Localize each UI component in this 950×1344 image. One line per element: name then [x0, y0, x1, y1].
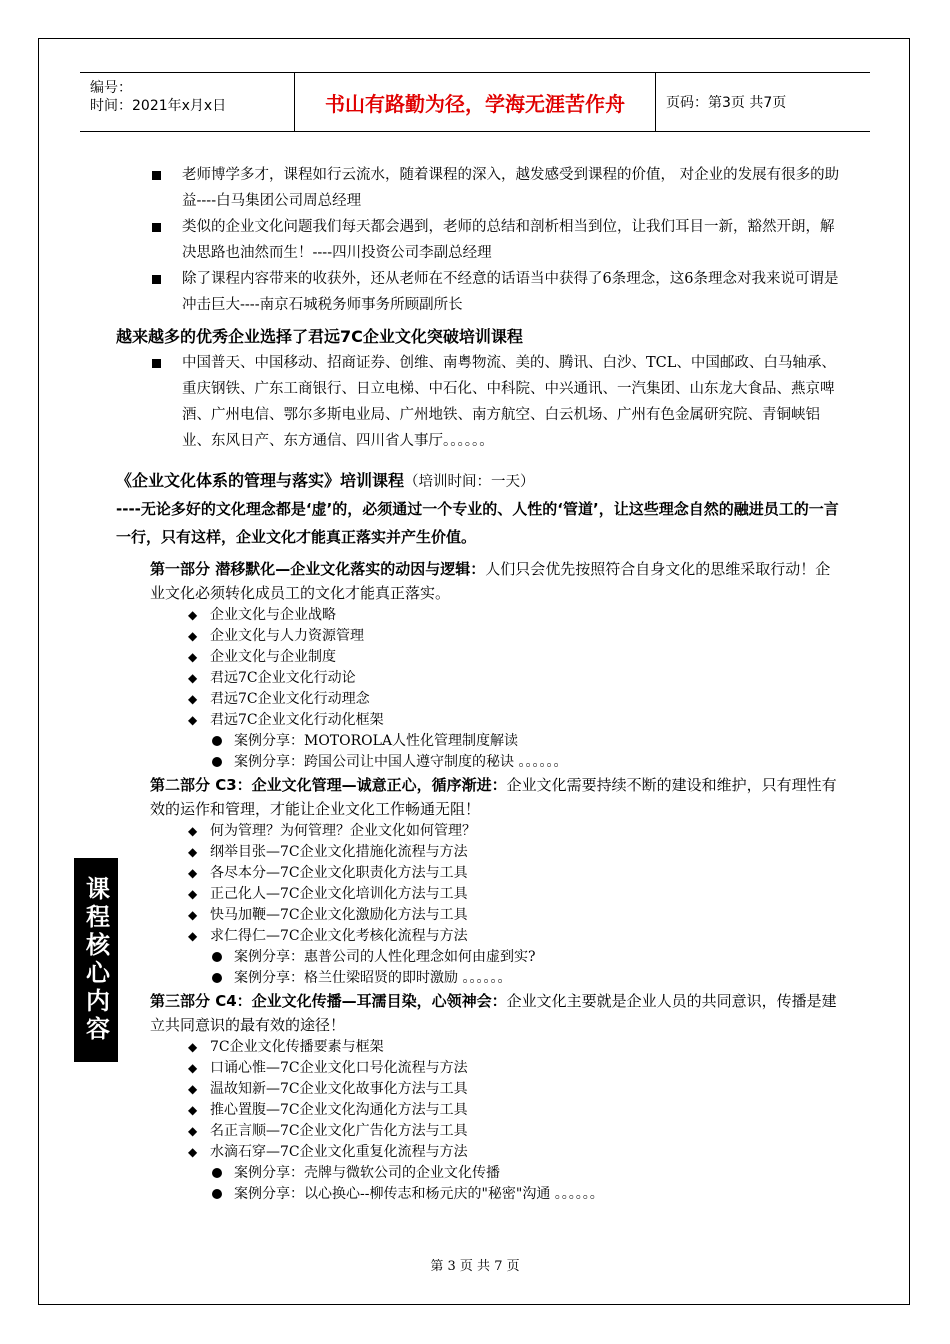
list-item: ◆ 水滴石穿—7C企业文化重复化流程与方法 [116, 1142, 844, 1163]
diamond-bullet-icon: ◆ [188, 887, 198, 901]
diamond-bullet-icon: ◆ [188, 1124, 198, 1138]
diamond-bullet-icon: ◆ [188, 1145, 198, 1159]
list-item: ◆ 7C企业文化传播要素与框架 [116, 1037, 844, 1058]
list-item: ◆ 企业文化与人力资源管理 [116, 626, 844, 647]
list-item: ◆ 君远7C企业文化行动理念 [116, 689, 844, 710]
part-one-desc: 人们只会优先按照符合自身文化的思维采取行动！企业文化必须转化成员工的文化才能真正落实。 [150, 560, 831, 602]
list-item: ◆ 何为管理？为何管理？企业文化如何管理？ [116, 821, 844, 842]
diamond-bullet-icon: ◆ [188, 650, 198, 664]
list-item: ◆ 口诵心惟—7C企业文化口号化流程与方法 [116, 1058, 844, 1079]
dot-bullet-icon [212, 736, 222, 746]
part-three [116, 989, 844, 1037]
part-one [116, 557, 844, 605]
diamond-bullet-icon: ◆ [188, 608, 198, 622]
dot-bullet-icon [212, 757, 222, 767]
diamond-bullet-icon: ◆ [188, 845, 198, 859]
diamond-bullet-icon: ◆ [188, 929, 198, 943]
case-item: 案例分享：MOTOROLA人性化管理制度解读 [116, 731, 844, 752]
code-label: 编号： [90, 80, 132, 96]
clients-heading: 越来越多的优秀企业选择了君远7C企业文化突破培训课程 [116, 327, 523, 346]
case-item: 案例分享：壳牌与微软公司的企业文化传播 [116, 1163, 844, 1184]
diamond-bullet-icon: ◆ [188, 629, 198, 643]
diamond-bullet-icon: ◆ [188, 908, 198, 922]
list-item: ◆ 各尽本分—7C企业文化职责化方法与工具 [116, 863, 844, 884]
part-two [116, 773, 844, 821]
part-one-title: 第一部分 潜移默化—企业文化落实的动因与逻辑： [150, 560, 486, 578]
part-two-desc: 企业文化需要持续不断的建设和维护，只有理性有效的运作和管理，才能让企业文化工作畅通无阻！ [150, 776, 837, 818]
case-item: 案例分享：跨国公司让中国人遵守制度的秘诀 。。。。。。 [116, 752, 844, 773]
course-intro: ----无论多好的文化理念都是‘虚’的，必须通过一个专业的、人性的‘管道’，让这些理念自然的融进员工的一言一行，只有这样，企业文化才能真正落实并产生价值。 [116, 500, 839, 546]
diamond-bullet-icon: ◆ [188, 692, 198, 706]
list-item: ◆ 企业文化与企业制度 [116, 647, 844, 668]
diamond-bullet-icon: ◆ [188, 1103, 198, 1117]
header-page-number: 页码：第3页 共7页 [666, 95, 787, 111]
diamond-bullet-icon: ◆ [188, 866, 198, 880]
header-motto: 书山有路勤为径，学海无涯苦作舟 [294, 73, 656, 131]
case-item: 案例分享：以心换心--柳传志和杨元庆的"秘密"沟通 。。。。。。 [116, 1184, 844, 1205]
testimonial-item: 除了课程内容带来的收获外，还从老师在不经意的话语当中获得了6条理念，这6条理念对我来说可谓是冲击巨大----南京石城税务师事务所顾副所长 [116, 266, 844, 318]
list-item: ◆ 名正言顺—7C企业文化广告化方法与工具 [116, 1121, 844, 1142]
part-three-desc: 企业文化主要就是企业人员的共同意识，传播是建立共同意识的最有效的途径！ [150, 992, 837, 1034]
list-item: ◆ 企业文化与企业战略 [116, 605, 844, 626]
diamond-bullet-icon: ◆ [188, 1040, 198, 1054]
testimonial-item: 老师博学多才，课程如行云流水，随着课程的深入，越发感受到课程的价值， 对企业的发展有很多的助益----白马集团公司周总经理 [116, 162, 844, 214]
list-item: ◆ 求仁得仁—7C企业文化考核化流程与方法 [116, 926, 844, 947]
course-duration: （培训时间：一天） [404, 474, 535, 490]
diamond-bullet-icon: ◆ [188, 1061, 198, 1075]
testimonial-item: 类似的企业文化问题我们每天都会遇到，老师的总结和剖析相当到位，让我们耳目一新，豁然开朗，解决思路也油然而生！----四川投资公司李副总经理 [116, 214, 844, 266]
dot-bullet-icon [212, 973, 222, 983]
list-item: ◆ 君远7C企业文化行动化框架 [116, 710, 844, 731]
main-content [116, 162, 844, 1205]
list-item: ◆ 温故知新—7C企业文化故事化方法与工具 [116, 1079, 844, 1100]
list-item: ◆ 推心置腹—7C企业文化沟通化方法与工具 [116, 1100, 844, 1121]
list-item: ◆ 快马加鞭—7C企业文化激励化方法与工具 [116, 905, 844, 926]
diamond-bullet-icon: ◆ [188, 1082, 198, 1096]
course-title: 《企业文化体系的管理与落实》培训课程 [116, 471, 405, 490]
course-title-line [116, 468, 844, 495]
square-bullet-icon [152, 359, 161, 368]
part-three-title: 第三部分 C4：企业文化传播—耳濡目染，心领神会： [150, 992, 507, 1010]
diamond-bullet-icon: ◆ [188, 824, 198, 838]
list-item: ◆ 正己化人—7C企业文化培训化方法与工具 [116, 884, 844, 905]
page-header [80, 72, 870, 132]
dot-bullet-icon [212, 1168, 222, 1178]
list-item: ◆ 君远7C企业文化行动论 [116, 668, 844, 689]
list-item: ◆ 纲举目张—7C企业文化措施化流程与方法 [116, 842, 844, 863]
square-bullet-icon [152, 275, 161, 284]
clients-list: 中国普天、中国移动、招商证券、创维、南粤物流、美的、腾讯、白沙、TCL、中国邮政、白马轴承、重庆钢铁、广东工商银行、日立电梯、中石化、中科院、中兴通讯、一汽集团、山东龙大食品、燕京啤酒、广州电信、鄂尔多斯电业局、广州地铁、南方航空、白云机场、广州有色金属研究院、青铜峡铝业、东风日产、东方通信、四川省人事厅。。。。。。 [116, 350, 844, 454]
header-meta [80, 73, 294, 131]
square-bullet-icon [152, 171, 161, 180]
core-content-side-label: 课程核心内容 [74, 858, 118, 1062]
page-footer: 第 3 页 共 7 页 [430, 1259, 520, 1274]
case-item: 案例分享：惠普公司的人性化理念如何由虚到实? [116, 947, 844, 968]
dot-bullet-icon [212, 1189, 222, 1199]
time-label: 时间：2021年x月x日 [90, 98, 227, 114]
square-bullet-icon [152, 223, 161, 232]
diamond-bullet-icon: ◆ [188, 671, 198, 685]
dot-bullet-icon [212, 952, 222, 962]
case-item: 案例分享：格兰仕梁昭贤的即时激励 。。。。。。 [116, 968, 844, 989]
diamond-bullet-icon: ◆ [188, 713, 198, 727]
part-two-title: 第二部分 C3：企业文化管理—诚意正心，循序渐进： [150, 776, 507, 794]
